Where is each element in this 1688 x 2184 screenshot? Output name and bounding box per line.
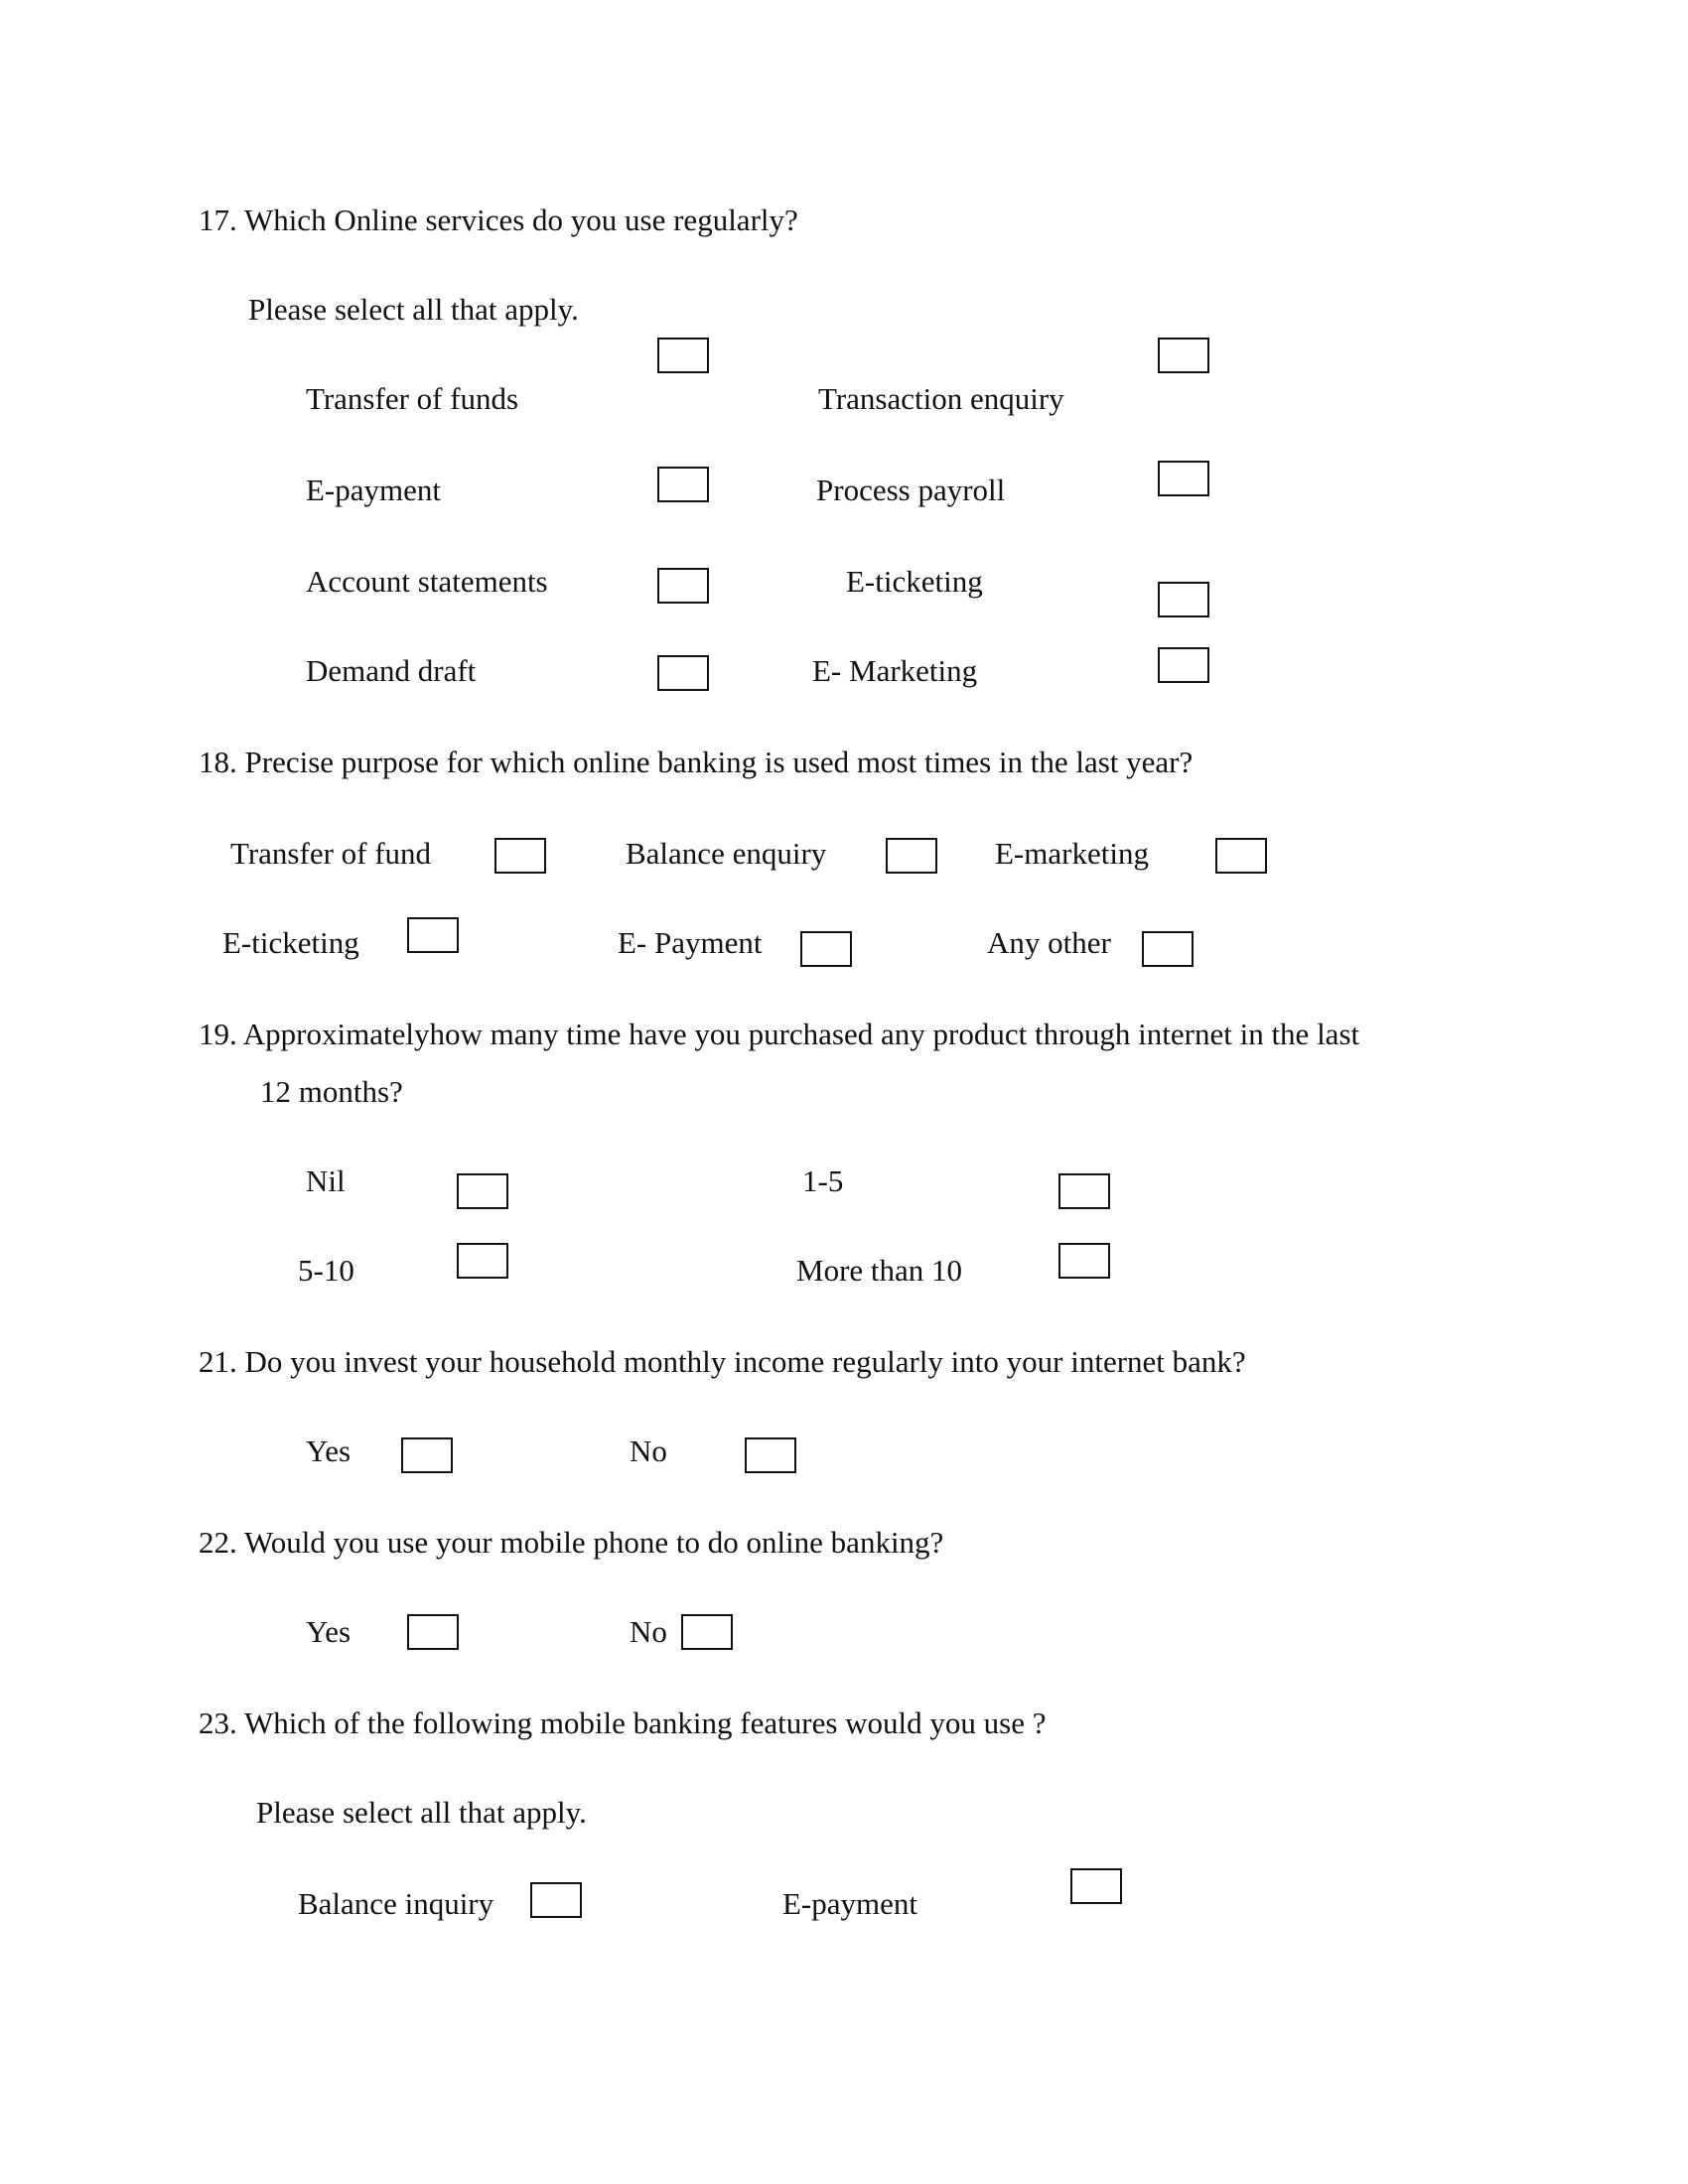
q17-process-payroll-checkbox[interactable]: [1158, 461, 1209, 496]
q17-account-statements-checkbox[interactable]: [657, 568, 709, 604]
q18-option-label: Balance enquiry: [626, 836, 827, 871]
q19-option-label: Nil: [306, 1163, 346, 1198]
q17-option-label: E-payment: [306, 473, 442, 507]
q18-option-label: E-ticketing: [222, 925, 359, 960]
q22-question: 22. Would you use your mobile phone to do online banking?: [199, 1525, 944, 1560]
q17-option-label: Transfer of funds: [306, 381, 519, 416]
q17-option-label: E-ticketing: [846, 564, 983, 599]
q17-option-label: Process payroll: [816, 473, 1006, 507]
q22-no-checkbox[interactable]: [681, 1614, 733, 1650]
q21-option-label: Yes: [306, 1433, 352, 1468]
q18-e-payment-checkbox[interactable]: [800, 931, 852, 967]
q19-more-than-10-checkbox[interactable]: [1058, 1243, 1110, 1279]
q21-option-label: No: [630, 1433, 667, 1468]
q17-option-label: Account statements: [306, 564, 548, 599]
q18-option-label: Any other: [987, 925, 1111, 960]
q19-question: 19. Approximatelyhow many time have you purchased any product through internet in the last: [199, 1017, 1360, 1051]
q18-e-ticketing-checkbox[interactable]: [407, 917, 459, 953]
q19-option-label: 1-5: [802, 1163, 844, 1198]
q23-option-label: Balance inquiry: [298, 1886, 494, 1921]
q19-nil-checkbox[interactable]: [457, 1173, 508, 1209]
q17-e-marketing-checkbox[interactable]: [1158, 647, 1209, 683]
q19-5-10-checkbox[interactable]: [457, 1243, 508, 1279]
q18-e-marketing-checkbox[interactable]: [1215, 838, 1267, 874]
q23-e-payment-checkbox[interactable]: [1070, 1868, 1122, 1904]
q18-option-label: E-marketing: [995, 836, 1149, 871]
q19-option-label: More than 10: [796, 1253, 963, 1288]
q18-option-label: E- Payment: [618, 925, 763, 960]
q23-instruction: Please select all that apply.: [256, 1795, 587, 1830]
q17-e-payment-checkbox[interactable]: [657, 467, 709, 502]
q21-yes-checkbox[interactable]: [401, 1437, 453, 1473]
q18-balance-enquiry-checkbox[interactable]: [886, 838, 937, 874]
q19-option-label: 5-10: [298, 1253, 354, 1288]
q17-option-label: Demand draft: [306, 653, 477, 688]
q17-e-ticketing-checkbox[interactable]: [1158, 582, 1209, 617]
q17-instruction: Please select all that apply.: [248, 292, 579, 327]
q23-question: 23. Which of the following mobile banking features would you use ?: [199, 1706, 1047, 1740]
q22-option-label: Yes: [306, 1614, 352, 1649]
q19-1-5-checkbox[interactable]: [1058, 1173, 1110, 1209]
q21-question: 21. Do you invest your household monthly income regularly into your internet bank?: [199, 1344, 1246, 1379]
q17-transfer-of-funds-checkbox[interactable]: [657, 338, 709, 373]
q17-option-label: E- Marketing: [812, 653, 978, 688]
q18-question: 18. Precise purpose for which online banking is used most times in the last year?: [199, 745, 1194, 779]
q21-no-checkbox[interactable]: [745, 1437, 796, 1473]
q19-question-continued: 12 months?: [260, 1074, 403, 1109]
q18-option-label: Transfer of fund: [230, 836, 432, 871]
q22-option-label: No: [630, 1614, 667, 1649]
q17-question: 17. Which Online services do you use regularly?: [199, 203, 798, 237]
q23-option-label: E-payment: [782, 1886, 918, 1921]
q17-demand-draft-checkbox[interactable]: [657, 655, 709, 691]
q23-balance-inquiry-checkbox[interactable]: [530, 1882, 582, 1918]
q18-any-other-checkbox[interactable]: [1142, 931, 1194, 967]
q17-transaction-enquiry-checkbox[interactable]: [1158, 338, 1209, 373]
q22-yes-checkbox[interactable]: [407, 1614, 459, 1650]
q17-option-label: Transaction enquiry: [818, 381, 1064, 416]
q18-transfer-of-fund-checkbox[interactable]: [494, 838, 546, 874]
